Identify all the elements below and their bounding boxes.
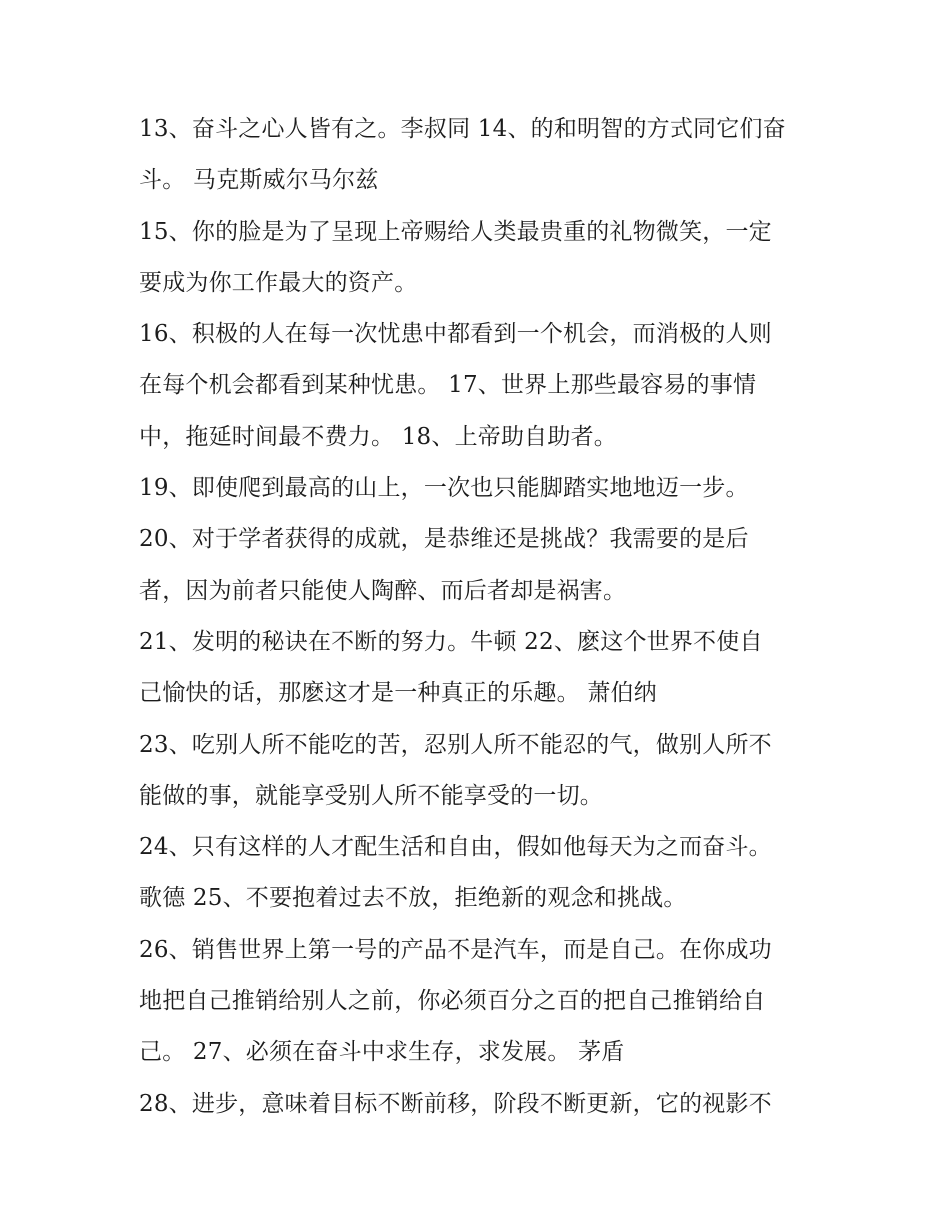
- text-line: 21、发明的秘诀在不断的努力。牛顿 22、麽这个世界不使自: [139, 628, 763, 655]
- text-line: 己。 27、必须在奋斗中求生存，求发展。 茅盾: [139, 1039, 625, 1066]
- text-line: 要成为你工作最大的资产。: [139, 269, 418, 296]
- text-line: 13、奋斗之心人皆有之。李叔同 14、的和明智的方式同它们奋: [139, 116, 786, 142]
- text-line: 15、你的脸是为了呈现上帝赐给人类最贵重的礼物微笑，一定: [139, 218, 772, 245]
- quote-text-block: [139, 104, 819, 1130]
- text-line: 28、进步，意味着目标不断前移，阶段不断更新，它的视影不: [139, 1090, 772, 1117]
- text-line: 24、只有这样的人才配生活和自由，假如他每天为之而奋斗。: [139, 834, 772, 861]
- text-line: 16、积极的人在每一次忧患中都看到一个机会，而消极的人则: [139, 321, 772, 348]
- text-line: 20、对于学者获得的成就，是恭维还是挑战？我需要的是后: [139, 526, 749, 553]
- text-line: 在每个机会都看到某种忧患。 17、世界上那些最容易的事情: [139, 372, 757, 399]
- text-line: 歌德 25、不要抱着过去不放，拒绝新的观念和挑战。: [139, 885, 687, 912]
- text-line: 中，拖延时间最不费力。 18、上帝助自助者。: [139, 423, 617, 450]
- text-line: 者，因为前者只能使人陶醉、而后者却是祸害。: [139, 577, 627, 604]
- text-line: 23、吃别人所不能吃的苦，忍别人所不能忍的气，做别人所不: [139, 731, 772, 758]
- text-line: 斗。 马克斯威尔马尔兹: [139, 167, 379, 194]
- text-line: 能做的事，就能享受别人所不能享受的一切。: [139, 782, 603, 809]
- text-line: 26、销售世界上第一号的产品不是汽车，而是自己。在你成功: [139, 936, 772, 963]
- text-line: 19、即使爬到最高的山上，一次也只能脚踏实地地迈一步。: [139, 475, 749, 502]
- text-line: 地把自己推销给别人之前，你必须百分之百的把自己推销给自: [139, 988, 766, 1015]
- text-line: 己愉快的话，那麽这才是一种真正的乐趣。 萧伯纳: [139, 680, 657, 707]
